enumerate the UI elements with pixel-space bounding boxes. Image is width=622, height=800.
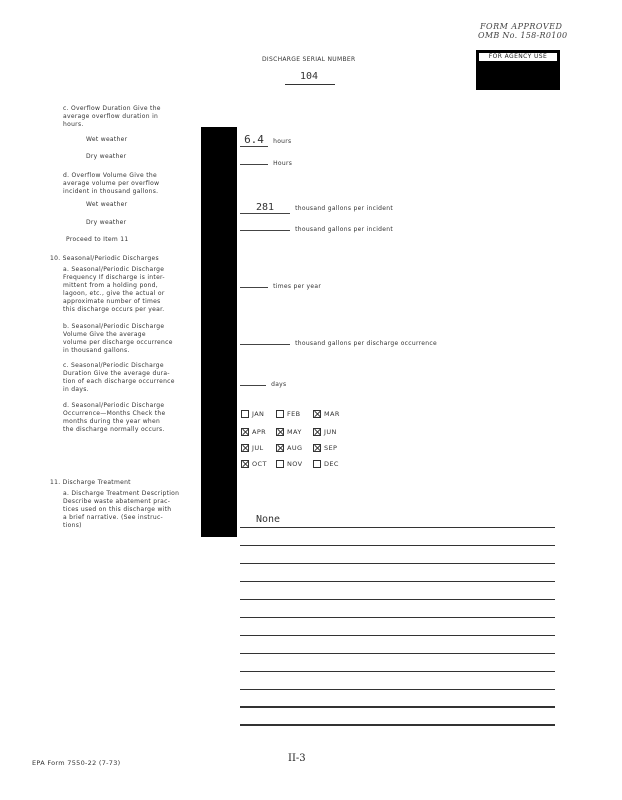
checkbox-may[interactable]	[276, 428, 284, 436]
month-jan[interactable]	[241, 410, 264, 418]
proceed-note: Proceed to Item 11	[66, 236, 129, 243]
serial-number-label: DISCHARGE SERIAL NUMBER	[262, 56, 356, 63]
narrative-line[interactable]	[240, 689, 555, 690]
narrative-line[interactable]	[240, 617, 555, 618]
seasonal-duration-question: c. Seasonal/Periodic Discharge Duration Give the average dura- tion of each discharge occurrence in days.	[63, 362, 175, 393]
seasonal-frequency-answer	[240, 273, 321, 292]
month-jun[interactable]	[313, 428, 337, 436]
overflow-duration-dry-unit: Hours	[273, 160, 293, 167]
seasonal-frequency-question: a. Seasonal/Periodic Discharge Frequency If discharge is inter- mittent from a holding pond, lagoon, etc., give the actual or approximate number of times this discharge occurs per year.	[63, 266, 165, 313]
form-number: EPA Form 7550-22 (7-73)	[32, 759, 121, 767]
overflow-volume-question: d. Overflow Volume Give the average volume per overflow incident in thousand gallons.	[63, 172, 160, 195]
month-label: MAR	[324, 410, 340, 418]
checkbox-mar[interactable]	[313, 410, 321, 418]
narrative-line[interactable]	[240, 599, 555, 600]
month-label: DEC	[324, 460, 339, 468]
checkbox-feb[interactable]	[276, 410, 284, 418]
overflow-duration-dry-label: Dry weather	[86, 153, 127, 160]
overflow-volume-wet-unit: thousand gallons per incident	[295, 205, 394, 212]
seasonal-volume-unit: thousand gallons per discharge occurrence	[295, 340, 437, 347]
month-label: JUL	[252, 444, 264, 452]
narrative-line[interactable]	[240, 724, 555, 726]
month-label: APR	[252, 428, 267, 436]
checkbox-jul[interactable]	[241, 444, 249, 452]
checkbox-sep[interactable]	[313, 444, 321, 452]
page-number: II-3	[288, 753, 306, 764]
seasonal-duration-blank[interactable]	[240, 377, 266, 386]
month-label: JAN	[252, 410, 265, 418]
seasonal-frequency-blank[interactable]	[240, 279, 268, 288]
month-dec[interactable]	[313, 460, 339, 468]
narrative-line[interactable]	[240, 706, 555, 708]
month-oct[interactable]	[241, 460, 267, 468]
month-label: MAY	[287, 428, 302, 436]
checkbox-jan[interactable]	[241, 410, 249, 418]
narrative-line[interactable]	[240, 671, 555, 672]
overflow-volume-wet-value[interactable]: 281	[240, 202, 290, 214]
narrative-line[interactable]	[240, 635, 555, 636]
narrative-line[interactable]	[240, 563, 555, 564]
overflow-duration-wet-unit: hours	[273, 138, 292, 145]
seasonal-duration-unit: days	[271, 381, 287, 388]
month-mar[interactable]	[313, 410, 340, 418]
checkbox-apr[interactable]	[241, 428, 249, 436]
month-label: JUN	[324, 428, 337, 436]
agency-use-box	[476, 50, 560, 90]
narrative-line[interactable]	[240, 653, 555, 654]
overflow-volume-wet-label: Wet weather	[86, 201, 128, 208]
overflow-volume-dry-blank[interactable]	[240, 222, 290, 231]
checkbox-dec[interactable]	[313, 460, 321, 468]
month-apr[interactable]	[241, 428, 266, 436]
serial-number-value: 104	[300, 71, 319, 82]
month-label: OCT	[252, 460, 267, 468]
narrative-line[interactable]	[240, 545, 555, 546]
checkbox-aug[interactable]	[276, 444, 284, 452]
narrative-line[interactable]	[240, 527, 555, 528]
checkbox-jun[interactable]	[313, 428, 321, 436]
month-jul[interactable]	[241, 444, 264, 452]
form-approved-label: FORM APPROVED	[480, 22, 563, 31]
overflow-volume-dry-label: Dry weather	[86, 219, 127, 226]
month-label: SEP	[324, 444, 338, 452]
overflow-duration-question: c. Overflow Duration Give the average overflow duration in hours.	[63, 105, 161, 128]
overflow-duration-wet-value[interactable]: 6.4	[240, 133, 268, 147]
checkbox-nov[interactable]	[276, 460, 284, 468]
overflow-duration-dry-blank[interactable]	[240, 156, 268, 165]
checkbox-oct[interactable]	[241, 460, 249, 468]
seasonal-frequency-unit: times per year	[273, 283, 322, 290]
agency-use-label: FOR AGENCY USE	[479, 53, 557, 61]
seasonal-heading: 10. Seasonal/Periodic Discharges	[50, 255, 159, 262]
treatment-question: a. Discharge Treatment Description Describe waste abatement prac- tices used on this discharge with a brief narrative. (See instruc- tions)	[63, 490, 180, 529]
overflow-volume-dry-unit: thousand gallons per incident	[295, 226, 394, 233]
redaction-bar	[201, 127, 237, 537]
month-label: NOV	[287, 460, 303, 468]
overflow-duration-dry-answer	[240, 150, 292, 169]
treatment-value[interactable]: None	[256, 514, 281, 525]
narrative-line[interactable]	[240, 581, 555, 582]
month-feb[interactable]	[276, 410, 301, 418]
seasonal-volume-blank[interactable]	[240, 336, 290, 345]
seasonal-months-question: d. Seasonal/Periodic Discharge Occurrence—Months Check the months during the year when the discharge normally occurs.	[63, 402, 166, 433]
month-label: FEB	[287, 410, 301, 418]
overflow-volume-dry-answer	[240, 216, 393, 235]
seasonal-duration-answer	[240, 371, 286, 390]
month-nov[interactable]	[276, 460, 303, 468]
seasonal-volume-answer	[240, 330, 437, 349]
omb-number: OMB No. 158-R0100	[478, 31, 568, 40]
month-label: AUG	[287, 444, 303, 452]
treatment-heading: 11. Discharge Treatment	[50, 479, 131, 486]
month-sep[interactable]	[313, 444, 337, 452]
overflow-volume-wet-answer	[240, 195, 393, 214]
seasonal-volume-question: b. Seasonal/Periodic Discharge Volume Give the average volume per discharge occurrence in thousand gallons.	[63, 323, 173, 354]
overflow-duration-wet-answer	[240, 128, 291, 147]
serial-number-underline	[285, 84, 335, 85]
overflow-duration-wet-label: Wet weather	[86, 136, 128, 143]
month-aug[interactable]	[276, 444, 302, 452]
month-may[interactable]	[276, 428, 302, 436]
